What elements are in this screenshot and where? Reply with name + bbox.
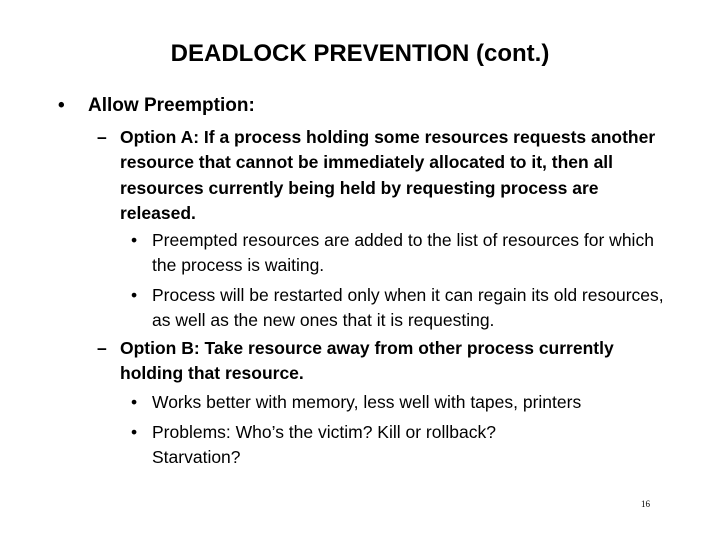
option-b-subpoint-1 bbox=[131, 390, 671, 415]
option-b-subpoint-2 bbox=[131, 420, 571, 471]
subpoint-text: Process will be restarted only when it can regain its old resources, as well as the new ones that it is requesting. bbox=[152, 285, 664, 331]
bullet-allow-preemption bbox=[58, 93, 255, 119]
bullet-glyph: • bbox=[131, 392, 138, 412]
slide-title: DEADLOCK PREVENTION (cont.) bbox=[170, 40, 550, 67]
option-a-subpoint-1 bbox=[131, 228, 671, 279]
subpoint-text: Works better with memory, less well with tapes, printers bbox=[152, 392, 582, 412]
option-a-text: Option A: If a process holding some resources requests another resource that cannot be immediately allocated to it, then all resources currently being held by requesting process are released. bbox=[120, 127, 656, 223]
subpoint-text: Preempted resources are added to the list of resources for which the process is waiting. bbox=[152, 230, 654, 276]
subpoint-text: Problems: Who’s the victim? Kill or rollback? Starvation? bbox=[152, 422, 496, 468]
option-a-subpoint-2 bbox=[131, 283, 671, 334]
bullet-label: Allow Preemption: bbox=[88, 95, 255, 116]
page-number: 16 bbox=[641, 499, 650, 509]
option-a bbox=[97, 125, 677, 226]
bullet-glyph: • bbox=[131, 230, 138, 250]
option-b-text: Option B: Take resource away from other process currently holding that resource. bbox=[120, 338, 614, 384]
bullet-glyph: • bbox=[131, 285, 138, 305]
bullet-glyph: • bbox=[58, 95, 65, 116]
option-b bbox=[97, 336, 677, 387]
bullet-glyph: • bbox=[131, 422, 138, 442]
dash-glyph: – bbox=[97, 338, 107, 358]
dash-glyph: – bbox=[97, 127, 107, 147]
